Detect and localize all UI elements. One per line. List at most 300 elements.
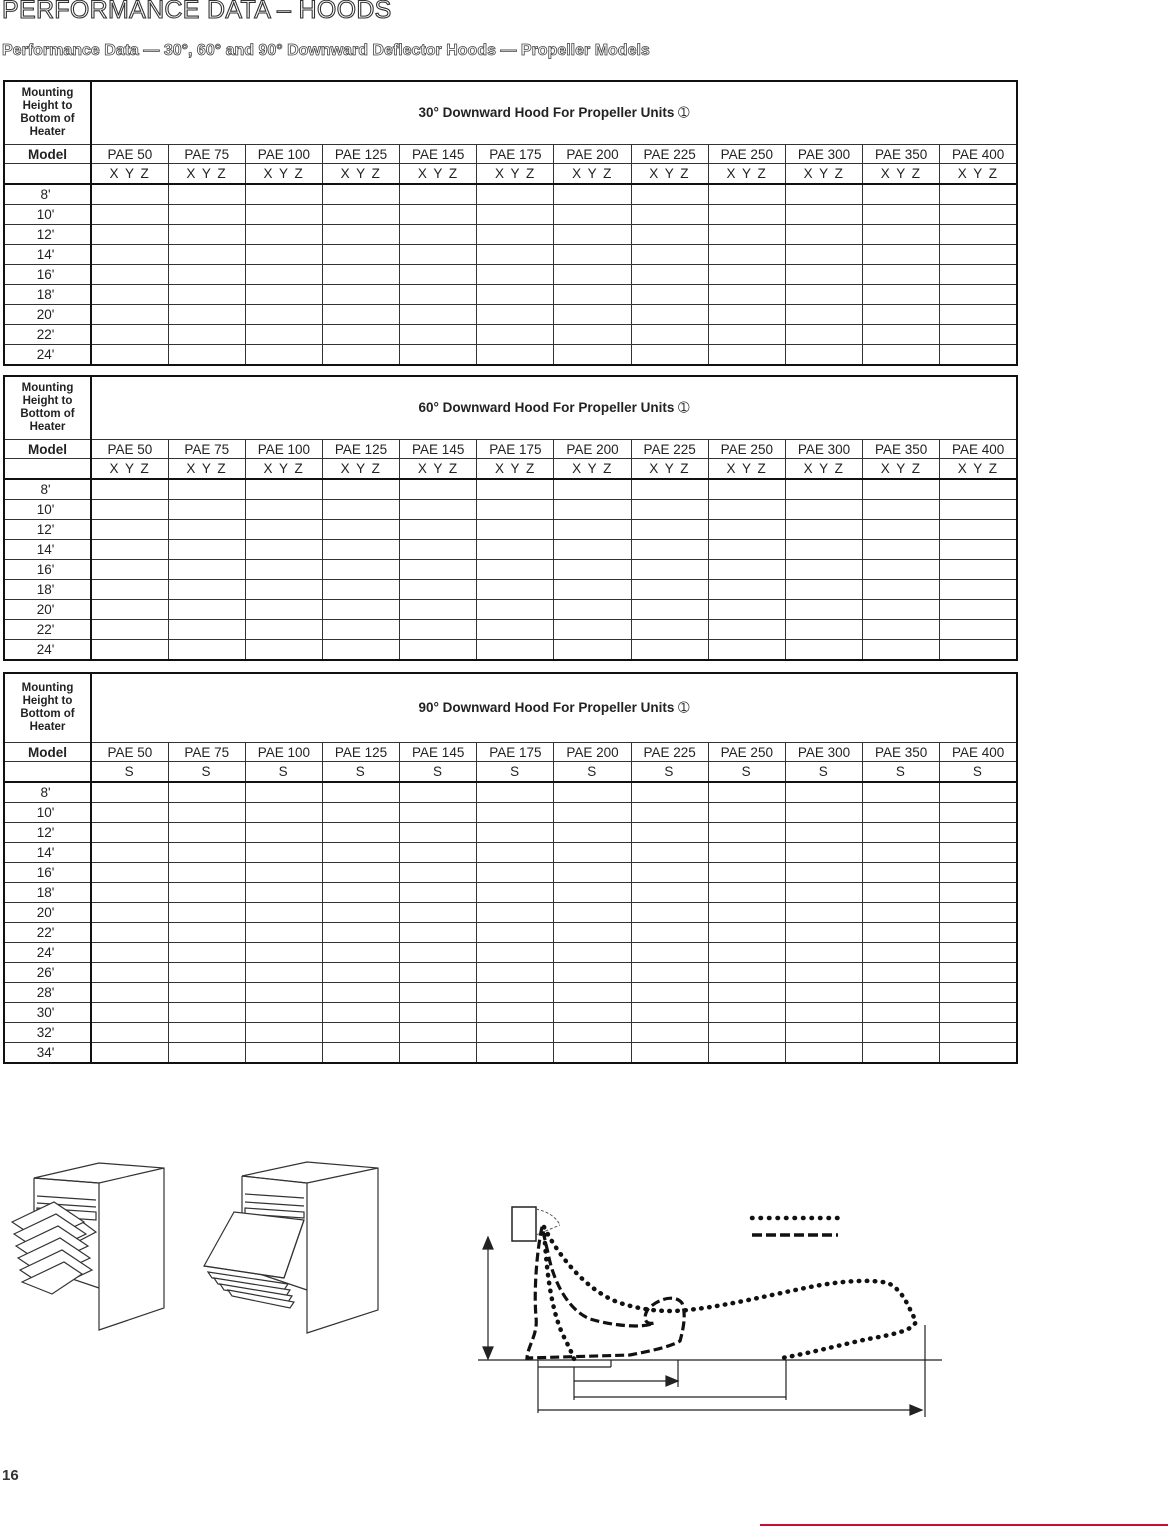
- table-row: [4, 803, 1017, 823]
- mounting-height-line: Bottom of: [20, 408, 75, 420]
- data-cell: [940, 1043, 1017, 1064]
- data-cell: [708, 285, 785, 305]
- data-cell: [477, 184, 554, 205]
- data-cell: [631, 225, 708, 245]
- data-cell: [245, 245, 322, 265]
- table-row: [4, 520, 1017, 540]
- data-cell: [91, 479, 168, 500]
- table-row: [4, 479, 1017, 500]
- subheader-cell: X Y Z: [477, 459, 554, 480]
- data-cell: [245, 580, 322, 600]
- data-cell: [863, 782, 940, 803]
- data-cell: [400, 479, 477, 500]
- data-cell: [477, 640, 554, 661]
- data-cell: [863, 883, 940, 903]
- data-cell: [708, 305, 785, 325]
- data-cell: [91, 305, 168, 325]
- subheader-cell: X Y Z: [631, 164, 708, 185]
- mounting-height-value: 14': [4, 540, 91, 560]
- data-cell: [400, 245, 477, 265]
- subheader-blank: [4, 762, 91, 783]
- data-cell: [322, 184, 399, 205]
- data-cell: [400, 983, 477, 1003]
- data-cell: [168, 325, 245, 345]
- data-cell: [863, 479, 940, 500]
- data-cell: [245, 843, 322, 863]
- data-cell: [91, 560, 168, 580]
- data-cell: [940, 265, 1017, 285]
- page-subtitle: Performance Data — 30°, 60° and 90° Downward Deflector Hoods — Propeller Models: [2, 42, 650, 59]
- data-cell: [631, 540, 708, 560]
- data-cell: [400, 963, 477, 983]
- data-cell: [91, 500, 168, 520]
- model-header: PAE 75: [168, 743, 245, 762]
- subheader-cell: X Y Z: [400, 164, 477, 185]
- data-cell: [631, 520, 708, 540]
- model-header: PAE 400: [940, 743, 1017, 762]
- data-cell: [168, 600, 245, 620]
- data-cell: [168, 883, 245, 903]
- data-cell: [477, 479, 554, 500]
- data-cell: [631, 1023, 708, 1043]
- data-cell: [245, 184, 322, 205]
- data-cell: [245, 883, 322, 903]
- data-cell: [322, 903, 399, 923]
- data-cell: [477, 963, 554, 983]
- data-cell: [708, 245, 785, 265]
- mounting-height-value: 34': [4, 1043, 91, 1064]
- subheader-cell: X Y Z: [863, 164, 940, 185]
- data-cell: [322, 600, 399, 620]
- subheader-cell: X Y Z: [477, 164, 554, 185]
- data-cell: [91, 1043, 168, 1064]
- data-cell: [168, 580, 245, 600]
- data-cell: [708, 520, 785, 540]
- dotted-throw-pattern: [544, 1227, 916, 1359]
- data-cell: [168, 265, 245, 285]
- subheader-cell: S: [91, 762, 168, 783]
- data-cell: [245, 863, 322, 883]
- data-cell: [322, 782, 399, 803]
- data-cell: [91, 903, 168, 923]
- subheader-cell: S: [785, 762, 862, 783]
- mounting-height-line: Bottom of: [20, 113, 75, 125]
- data-cell: [91, 540, 168, 560]
- data-cell: [400, 640, 477, 661]
- data-cell: [708, 863, 785, 883]
- data-cell: [554, 580, 631, 600]
- data-cell: [91, 823, 168, 843]
- table-row: [4, 305, 1017, 325]
- data-cell: [863, 1023, 940, 1043]
- mounting-height-line: Height to: [22, 695, 73, 707]
- mounting-height-value: 28': [4, 983, 91, 1003]
- data-cell: [554, 560, 631, 580]
- data-cell: [245, 1003, 322, 1023]
- subheader-cell: X Y Z: [785, 459, 862, 480]
- mounting-height-value: 16': [4, 863, 91, 883]
- data-cell: [631, 923, 708, 943]
- data-cell: [940, 823, 1017, 843]
- table-row: [4, 883, 1017, 903]
- data-cell: [631, 883, 708, 903]
- data-cell: [245, 500, 322, 520]
- data-cell: [631, 245, 708, 265]
- model-label: Model: [4, 145, 91, 164]
- data-cell: [477, 325, 554, 345]
- data-cell: [785, 540, 862, 560]
- data-cell: [940, 479, 1017, 500]
- data-cell: [322, 345, 399, 366]
- data-cell: [863, 823, 940, 843]
- data-cell: [631, 184, 708, 205]
- model-header: PAE 125: [322, 440, 399, 459]
- data-cell: [863, 245, 940, 265]
- data-cell: [708, 1043, 785, 1064]
- data-cell: [785, 923, 862, 943]
- data-cell: [477, 863, 554, 883]
- data-cell: [477, 803, 554, 823]
- data-cell: [245, 265, 322, 285]
- model-header: PAE 75: [168, 440, 245, 459]
- data-cell: [708, 803, 785, 823]
- mounting-height-value: 22': [4, 923, 91, 943]
- data-cell: [245, 903, 322, 923]
- data-cell: [940, 305, 1017, 325]
- data-cell: [168, 983, 245, 1003]
- data-cell: [940, 184, 1017, 205]
- subheader-cell: X Y Z: [400, 459, 477, 480]
- data-cell: [863, 205, 940, 225]
- data-cell: [554, 963, 631, 983]
- mounting-height-value: 12': [4, 520, 91, 540]
- data-cell: [631, 205, 708, 225]
- table-row: [4, 963, 1017, 983]
- data-cell: [708, 923, 785, 943]
- data-cell: [785, 580, 862, 600]
- mounting-height-value: 24': [4, 640, 91, 661]
- data-cell: [322, 1043, 399, 1064]
- data-cell: [785, 600, 862, 620]
- model-header: PAE 125: [322, 145, 399, 164]
- table-row: [4, 782, 1017, 803]
- data-cell: [554, 285, 631, 305]
- mounting-height-value: 18': [4, 285, 91, 305]
- model-header: PAE 250: [708, 743, 785, 762]
- data-cell: [863, 345, 940, 366]
- data-cell: [708, 580, 785, 600]
- data-cell: [554, 479, 631, 500]
- table-row: [4, 540, 1017, 560]
- data-cell: [785, 1023, 862, 1043]
- data-cell: [708, 943, 785, 963]
- model-header: PAE 200: [554, 145, 631, 164]
- data-cell: [863, 1003, 940, 1023]
- data-cell: [940, 1003, 1017, 1023]
- data-cell: [322, 843, 399, 863]
- footer-accent-rule: [760, 1524, 1168, 1526]
- data-cell: [400, 560, 477, 580]
- data-cell: [785, 843, 862, 863]
- subheader-cell: S: [631, 762, 708, 783]
- mounting-height-line: Heater: [29, 126, 66, 138]
- table-row: [4, 580, 1017, 600]
- data-cell: [477, 843, 554, 863]
- data-cell: [91, 943, 168, 963]
- data-cell: [91, 580, 168, 600]
- data-cell: [940, 903, 1017, 923]
- data-cell: [708, 903, 785, 923]
- table-row: [4, 500, 1017, 520]
- model-header: PAE 225: [631, 743, 708, 762]
- data-cell: [168, 843, 245, 863]
- mounting-height-value: 10': [4, 205, 91, 225]
- data-cell: [168, 285, 245, 305]
- data-cell: [322, 479, 399, 500]
- data-cell: [708, 345, 785, 366]
- data-cell: [400, 803, 477, 823]
- data-cell: [245, 285, 322, 305]
- data-cell: [940, 520, 1017, 540]
- data-cell: [477, 580, 554, 600]
- data-cell: [785, 500, 862, 520]
- data-cell: [400, 600, 477, 620]
- data-cell: [940, 225, 1017, 245]
- data-cell: [940, 923, 1017, 943]
- data-cell: [554, 1023, 631, 1043]
- data-cell: [554, 640, 631, 661]
- subheader-cell: X Y Z: [554, 459, 631, 480]
- data-cell: [91, 225, 168, 245]
- data-cell: [91, 325, 168, 345]
- model-header: PAE 145: [400, 440, 477, 459]
- data-cell: [708, 479, 785, 500]
- subheader-cell: X Y Z: [91, 459, 168, 480]
- model-header: PAE 50: [91, 440, 168, 459]
- subheader-cell: X Y Z: [245, 459, 322, 480]
- model-header: PAE 125: [322, 743, 399, 762]
- data-cell: [400, 520, 477, 540]
- data-cell: [785, 1043, 862, 1064]
- subheader-cell: S: [245, 762, 322, 783]
- subheader-cell: X Y Z: [940, 164, 1017, 185]
- throw-distance-arrows: [538, 1325, 925, 1417]
- data-cell: [477, 782, 554, 803]
- data-cell: [91, 600, 168, 620]
- data-cell: [245, 823, 322, 843]
- data-cell: [245, 983, 322, 1003]
- data-cell: [245, 520, 322, 540]
- data-cell: [554, 1003, 631, 1023]
- data-cell: [91, 983, 168, 1003]
- data-cell: [708, 184, 785, 205]
- data-cell: [168, 184, 245, 205]
- data-cell: [940, 863, 1017, 883]
- data-cell: [400, 943, 477, 963]
- data-cell: [708, 963, 785, 983]
- data-cell: [477, 285, 554, 305]
- subheader-cell: X Y Z: [168, 459, 245, 480]
- data-cell: [91, 520, 168, 540]
- data-cell: [168, 540, 245, 560]
- mounting-height-value: 22': [4, 620, 91, 640]
- data-cell: [708, 983, 785, 1003]
- data-cell: [477, 205, 554, 225]
- data-cell: [168, 345, 245, 366]
- subheader-cell: X Y Z: [708, 164, 785, 185]
- data-cell: [554, 520, 631, 540]
- data-cell: [863, 923, 940, 943]
- data-cell: [322, 863, 399, 883]
- data-cell: [708, 500, 785, 520]
- mounting-height-label: [4, 376, 91, 440]
- mounting-height-value: 8': [4, 479, 91, 500]
- data-cell: [245, 305, 322, 325]
- model-label: Model: [4, 743, 91, 762]
- data-cell: [168, 245, 245, 265]
- data-cell: [91, 782, 168, 803]
- table-row: [4, 345, 1017, 366]
- model-label: Model: [4, 440, 91, 459]
- data-cell: [477, 225, 554, 245]
- mounting-height-value: 20': [4, 903, 91, 923]
- data-cell: [91, 963, 168, 983]
- data-cell: [785, 620, 862, 640]
- data-cell: [477, 560, 554, 580]
- table-row: [4, 903, 1017, 923]
- subheader-cell: X Y Z: [245, 164, 322, 185]
- data-cell: [477, 265, 554, 285]
- table-row: [4, 600, 1017, 620]
- mounting-height-value: 12': [4, 823, 91, 843]
- model-header: PAE 225: [631, 440, 708, 459]
- mounting-height-line: Mounting: [21, 682, 74, 694]
- data-cell: [940, 540, 1017, 560]
- data-cell: [940, 843, 1017, 863]
- hood-60-title: 60° Downward Hood For Propeller Units ➀: [91, 376, 1017, 440]
- data-cell: [91, 640, 168, 661]
- data-cell: [400, 325, 477, 345]
- model-header: PAE 75: [168, 145, 245, 164]
- data-cell: [554, 843, 631, 863]
- data-cell: [477, 620, 554, 640]
- data-cell: [708, 1003, 785, 1023]
- data-cell: [322, 265, 399, 285]
- data-cell: [863, 943, 940, 963]
- data-cell: [91, 843, 168, 863]
- data-cell: [631, 285, 708, 305]
- data-cell: [863, 843, 940, 863]
- data-cell: [554, 265, 631, 285]
- data-cell: [785, 863, 862, 883]
- subheader-cell: X Y Z: [708, 459, 785, 480]
- data-cell: [168, 520, 245, 540]
- data-cell: [477, 943, 554, 963]
- data-cell: [940, 983, 1017, 1003]
- table-row: [4, 1043, 1017, 1064]
- table-row: [4, 560, 1017, 580]
- data-cell: [631, 560, 708, 580]
- data-cell: [785, 782, 862, 803]
- data-cell: [940, 205, 1017, 225]
- data-cell: [322, 225, 399, 245]
- data-cell: [863, 520, 940, 540]
- data-cell: [322, 1023, 399, 1043]
- data-cell: [554, 983, 631, 1003]
- mounting-height-value: 16': [4, 560, 91, 580]
- table-row: [4, 325, 1017, 345]
- data-cell: [940, 803, 1017, 823]
- table-row: [4, 923, 1017, 943]
- data-cell: [940, 1023, 1017, 1043]
- data-cell: [785, 205, 862, 225]
- data-cell: [91, 345, 168, 366]
- mounting-height-value: 8': [4, 184, 91, 205]
- data-cell: [863, 600, 940, 620]
- data-cell: [940, 600, 1017, 620]
- data-cell: [554, 245, 631, 265]
- data-cell: [322, 285, 399, 305]
- data-cell: [400, 923, 477, 943]
- data-cell: [400, 500, 477, 520]
- subheader-cell: X Y Z: [863, 459, 940, 480]
- model-header: PAE 300: [785, 145, 862, 164]
- data-cell: [631, 620, 708, 640]
- mounting-height-line: Heater: [29, 421, 66, 433]
- data-cell: [863, 325, 940, 345]
- data-cell: [477, 500, 554, 520]
- data-cell: [168, 225, 245, 245]
- data-cell: [168, 479, 245, 500]
- model-header: PAE 175: [477, 145, 554, 164]
- data-cell: [863, 983, 940, 1003]
- data-cell: [554, 943, 631, 963]
- mounting-height-value: 24': [4, 943, 91, 963]
- data-cell: [785, 479, 862, 500]
- data-cell: [400, 540, 477, 560]
- data-cell: [477, 1003, 554, 1023]
- subheader-cell: S: [863, 762, 940, 783]
- subheader-cell: X Y Z: [91, 164, 168, 185]
- data-cell: [168, 782, 245, 803]
- data-cell: [785, 983, 862, 1003]
- mounting-height-value: 20': [4, 305, 91, 325]
- model-header: PAE 350: [863, 145, 940, 164]
- data-cell: [785, 285, 862, 305]
- model-header: PAE 225: [631, 145, 708, 164]
- data-cell: [400, 782, 477, 803]
- data-cell: [322, 500, 399, 520]
- data-cell: [708, 540, 785, 560]
- mounting-height-line: Bottom of: [20, 708, 75, 720]
- subheader-cell: X Y Z: [322, 164, 399, 185]
- subheader-cell: S: [477, 762, 554, 783]
- model-header: PAE 250: [708, 145, 785, 164]
- data-cell: [785, 325, 862, 345]
- data-cell: [863, 620, 940, 640]
- data-cell: [940, 883, 1017, 903]
- mounting-height-value: 20': [4, 600, 91, 620]
- data-cell: [631, 325, 708, 345]
- data-cell: [554, 600, 631, 620]
- data-cell: [863, 500, 940, 520]
- data-cell: [708, 560, 785, 580]
- data-cell: [708, 843, 785, 863]
- data-cell: [245, 205, 322, 225]
- model-header: PAE 100: [245, 440, 322, 459]
- data-cell: [863, 540, 940, 560]
- subheader-cell: X Y Z: [554, 164, 631, 185]
